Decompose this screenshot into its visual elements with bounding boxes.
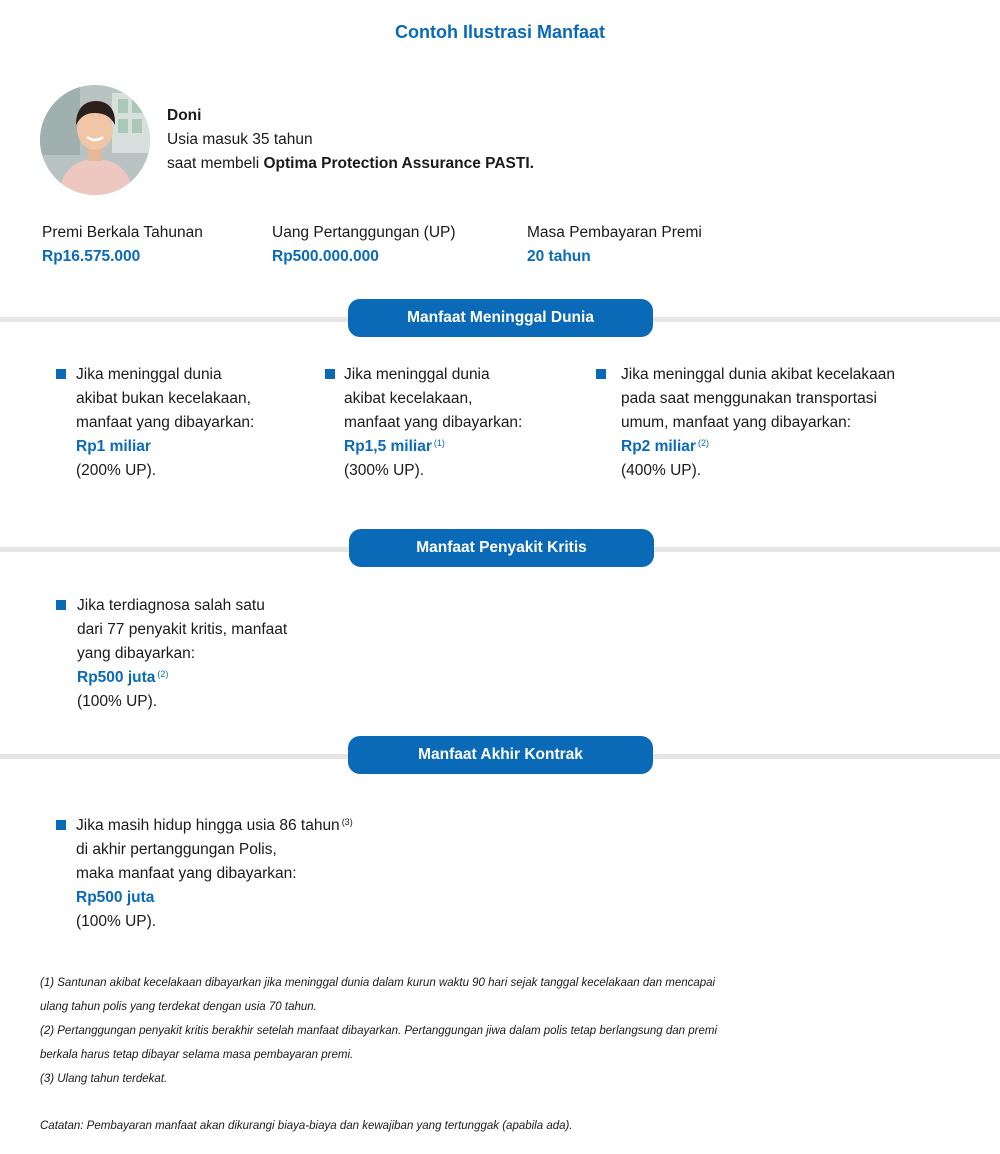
person-name: Doni — [167, 107, 202, 124]
footnote-ref: (2) — [157, 669, 169, 679]
benefit-amount: Rp500 juta — [76, 889, 155, 906]
item-line: Jika meninggal dunia — [76, 366, 222, 383]
benefit-amount: Rp1,5 miliar — [344, 438, 432, 455]
section-heading-critical: Manfaat Penyakit Kritis — [349, 529, 654, 567]
stat-label: Uang Pertanggungan (UP) — [272, 224, 456, 241]
benefit-amount: Rp1 miliar — [76, 438, 151, 455]
benefit-percent: (400% UP). — [621, 462, 702, 479]
footnote-ref: (3) — [341, 817, 353, 827]
product-name: Optima Protection Assurance PASTI. — [263, 155, 534, 172]
footnote-line: (2) Pertanggungan penyakit kritis berakhir setelah manfaat dibayarkan. Pertanggungan jiwa dalam polis tetap berlangsung dan premi — [40, 1025, 717, 1037]
bullet-icon — [56, 820, 66, 830]
item-line: manfaat yang dibayarkan: — [344, 414, 523, 431]
stat-premium — [42, 221, 203, 269]
footnote-line: berkala harus tetap dibayar selama masa pembayaran premi. — [40, 1049, 354, 1061]
bullet-icon — [596, 369, 606, 379]
stat-value: 20 tahun — [527, 248, 591, 265]
item-line: Jika masih hidup hingga usia 86 tahun — [76, 817, 340, 834]
benefit-percent: (300% UP). — [344, 462, 425, 479]
benefit-amount: Rp500 juta — [77, 669, 156, 686]
bullet-icon — [325, 369, 335, 379]
item-line: dari 77 penyakit kritis, manfaat — [77, 621, 288, 638]
note: Catatan: Pembayaran manfaat akan dikurangi biaya-biaya dan kewajiban yang tertunggak (apabila ada). — [40, 1120, 573, 1132]
footnotes — [40, 971, 940, 1091]
avatar — [40, 85, 150, 195]
benefit-item — [56, 814, 396, 934]
stat-label: Premi Berkala Tahunan — [42, 224, 203, 241]
benefit-item — [325, 363, 565, 483]
section-heading-death: Manfaat Meninggal Dunia — [348, 299, 653, 337]
benefit-percent: (200% UP). — [76, 462, 157, 479]
bullet-icon — [56, 600, 66, 610]
item-line: akibat bukan kecelakaan, — [76, 390, 251, 407]
person-photo — [40, 85, 150, 195]
footnote-line: (1) Santunan akibat kecelakaan dibayarkan jika meninggal dunia dalam kurun waktu 90 hari sejak tanggal kecelakaan dan mencapai — [40, 977, 716, 989]
footnote-line: ulang tahun polis yang terdekat dengan usia 70 tahun. — [40, 1001, 317, 1013]
footnote-ref: (2) — [697, 438, 709, 448]
product-prefix: saat membeli — [167, 155, 264, 172]
benefit-amount: Rp2 miliar — [621, 438, 696, 455]
item-line: di akhir pertanggungan Polis, — [76, 841, 277, 858]
benefit-percent: (100% UP). — [76, 913, 157, 930]
bullet-icon — [56, 369, 66, 379]
footnote-line: (3) Ulang tahun terdekat. — [40, 1073, 168, 1085]
item-line: pada saat menggunakan transportasi — [621, 390, 877, 407]
item-line: akibat kecelakaan, — [344, 390, 473, 407]
stat-label: Masa Pembayaran Premi — [527, 224, 702, 241]
stat-payment-term — [527, 221, 702, 269]
item-line: maka manfaat yang dibayarkan: — [76, 865, 297, 882]
benefit-item — [596, 363, 916, 483]
benefit-percent: (100% UP). — [77, 693, 158, 710]
item-line: manfaat yang dibayarkan: — [76, 414, 255, 431]
stat-sum-assured — [272, 221, 456, 269]
person-age: Usia masuk 35 tahun — [167, 131, 313, 148]
item-line: Jika meninggal dunia — [344, 366, 490, 383]
page-title: Contoh Ilustrasi Manfaat — [394, 22, 605, 42]
benefit-item — [56, 594, 336, 714]
item-line: Jika meninggal dunia akibat kecelakaan — [621, 366, 896, 383]
section-heading-maturity: Manfaat Akhir Kontrak — [348, 736, 653, 774]
benefit-item — [56, 363, 296, 483]
item-line: umum, manfaat yang dibayarkan: — [621, 414, 852, 431]
stat-value: Rp16.575.000 — [42, 248, 141, 265]
stat-value: Rp500.000.000 — [272, 248, 379, 265]
item-line: Jika terdiagnosa salah satu — [77, 597, 265, 614]
footnote-ref: (1) — [433, 438, 445, 448]
person-info — [167, 104, 534, 176]
person-product-line — [167, 152, 534, 176]
item-line: yang dibayarkan: — [77, 645, 196, 662]
